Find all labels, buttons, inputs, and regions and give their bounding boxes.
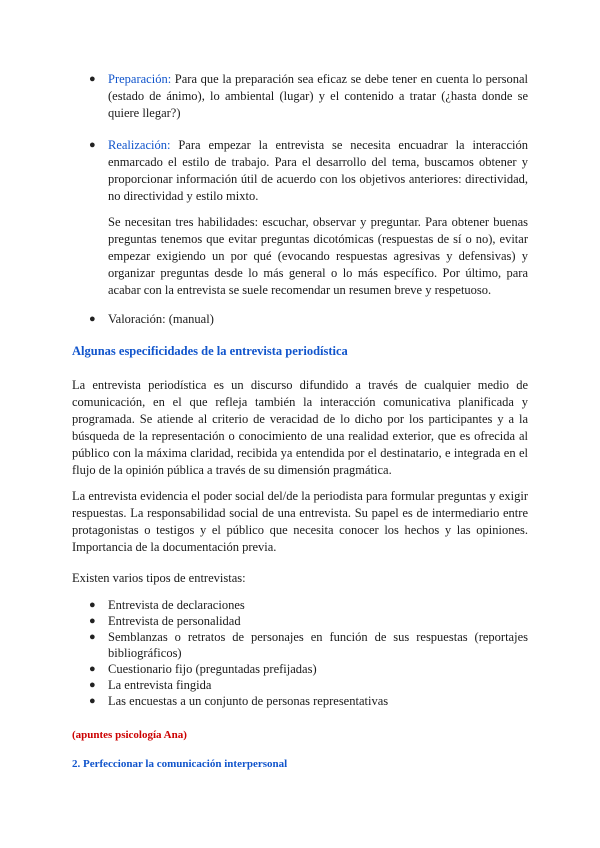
bullet-dot-icon: ● [89,631,96,643]
bullet-realizacion [89,137,528,205]
bullet-text: Para empezar la entrevista se necesita encuadrar la interacción enmarcado el estilo de trabajo. Para el desarrollo del tema, buscamos obtener y proporcionar información útil de acuerdo con los objetivos anteriores: directividad, no directividad y estilo mixto. [108,138,528,203]
next-section-heading: 2. Perfeccionar la comunicación interpersonal [72,758,288,770]
bullet-dot-icon: ● [89,695,96,707]
bullet-label: Preparación: [108,72,172,86]
list-item-text: Entrevista de personalidad [108,614,241,628]
list-item [89,661,528,677]
bullet-label: Realización: [108,138,171,152]
bullet-dot-icon: ● [89,615,96,627]
list-item-text: La entrevista fingida [108,678,212,692]
types-list [89,597,528,709]
bullet-valoracion [89,311,528,328]
paragraph-entrevista: La entrevista periodística es un discurso difundido a través de cualquier medio de comunicación, en el que refleja también la interacción comunicativa planificada y programada. Se atiende al criterio de veracidad de lo dicho por los participantes y a la búsqueda de la representación o conocimiento de una realidad exterior, que es ofrecida al público con la máxima claridad, recibida ya entendida por el destinatario, e integrada en el flujo de la opinión pública a través de su dimensión pragmática. [72,378,528,477]
bullet-dot-icon: ● [89,73,96,85]
bullet-dot-icon: ● [89,663,96,675]
realizacion-paragraph-2: Se necesitan tres habilidades: escuchar, observar y preguntar. Para obtener buenas preguntas tenemos que evitar preguntas dicotómicas (respuestas de sí o no), evitar empezar exigiendo un por qué (evocando respuestas agresivas y defensivas) y organizar preguntas desde lo más general o lo más específico. Por último, para acabar con la entrevista se suele recomendar un resumen breve y respetuoso. [108,215,528,297]
list-item [89,677,528,693]
section-heading: Algunas especificidades de la entrevista periodística [72,344,348,358]
list-item [89,597,528,613]
list-item-text: Entrevista de declaraciones [108,598,245,612]
list-item-text: Semblanzas o retratos de personajes en función de sus respuestas (reportajes bibliográficos) [108,630,528,660]
list-item [89,693,528,709]
paragraph-poder-social: La entrevista evidencia el poder social del/de la periodista para formular preguntas y exigir respuestas. La responsabilidad social de una entrevista. Su papel es de intermediario entre protagonistas o testigos y el público que necesita conocer los hechos y las opiniones. Importancia de la documentación previa. [72,489,528,554]
list-item [89,613,528,629]
bullet-dot-icon: ● [89,139,96,151]
list-item [89,629,528,661]
bullet-text: Para que la preparación sea eficaz se debe tener en cuenta lo personal (estado de ánimo), lo ambiental (lugar) y el contenido a tratar (¿hasta donde se quiere llegar?) [108,72,528,120]
bullet-dot-icon: ● [89,679,96,691]
bullet-dot-icon: ● [89,599,96,611]
source-note: (apuntes psicología Ana) [72,729,187,741]
list-item-text: Cuestionario fijo (preguntadas prefijadas) [108,662,317,676]
bullet-dot-icon: ● [89,313,96,325]
paragraph-tipos-intro: Existen varios tipos de entrevistas: [72,571,246,585]
bullet-preparacion [89,71,528,122]
list-item-text: Las encuestas a un conjunto de personas representativas [108,694,389,708]
bullet-text: Valoración: (manual) [108,312,214,326]
